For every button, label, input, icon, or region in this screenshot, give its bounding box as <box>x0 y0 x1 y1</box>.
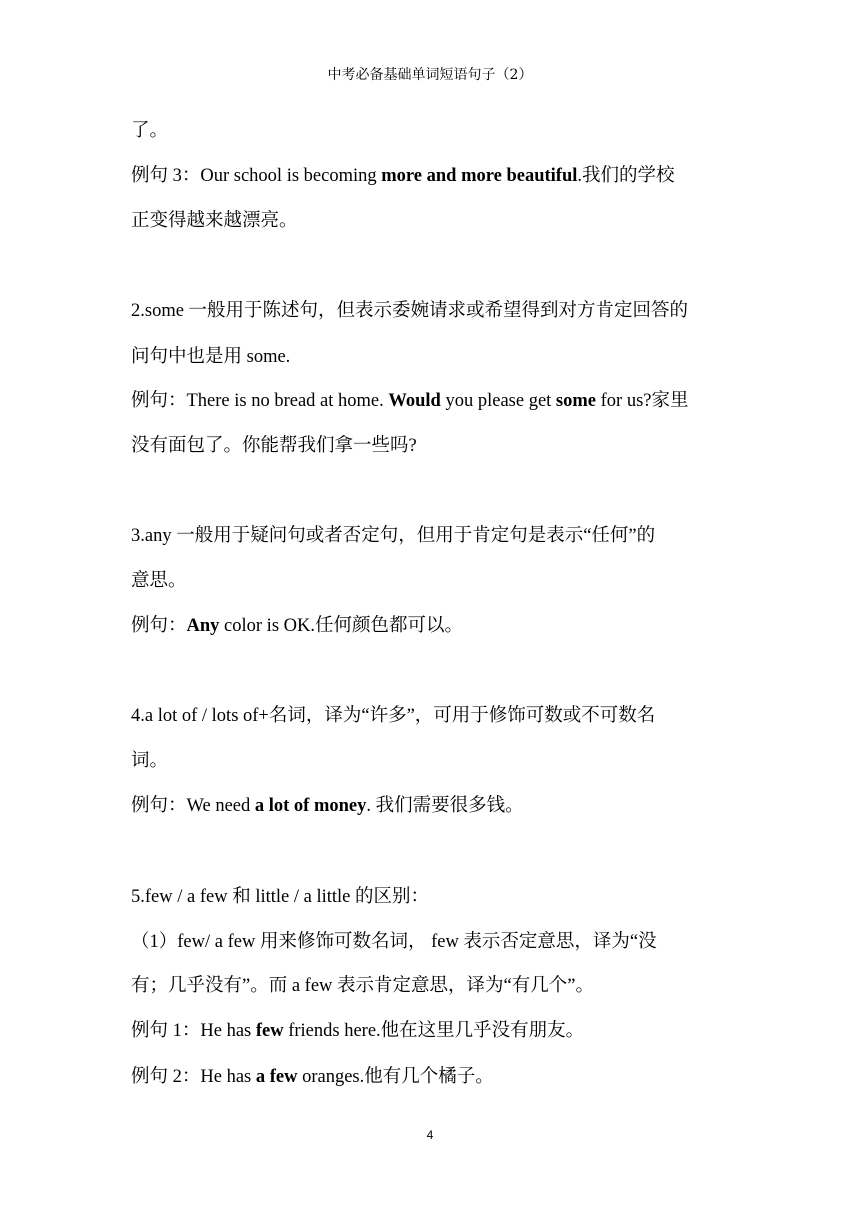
text-line: 问句中也是用 some. <box>131 347 291 367</box>
example-sentence: 例句 1：He has few friends here.他在这里几乎没有朋友。 <box>131 1021 585 1041</box>
text-line: 意思。 <box>131 571 187 591</box>
rule-heading: 2.some 一般用于陈述句，但表示委婉请求或希望得到对方肯定回答的 <box>131 301 689 321</box>
example-sentence: 例句 2：He has a few oranges.他有几个橘子。 <box>131 1067 494 1087</box>
text-line: （1）few/ a few 用来修饰可数名词， few 表示否定意思，译为“没 <box>131 932 657 952</box>
page-number: 4 <box>426 1128 434 1142</box>
text-line: 没有面包了。你能帮我们拿一些吗? <box>131 436 417 456</box>
text-line: 有；几乎没有”。而 a few 表示肯定意思，译为“有几个”。 <box>131 976 594 996</box>
text-line: 正变得越来越漂亮。 <box>131 211 298 231</box>
rule-heading: 3.any 一般用于疑问句或者否定句，但用于肯定句是表示“任何”的 <box>131 526 656 546</box>
example-sentence: 例句：We need a lot of money. 我们需要很多钱。 <box>131 796 524 816</box>
example-sentence: 例句：There is no bread at home. Would you please get some for us?家里 <box>131 391 689 411</box>
rule-heading: 4.a lot of / lots of+名词，译为“许多”，可用于修饰可数或不可数名 <box>131 706 656 726</box>
page-header: 中考必备基础单词短语句子（2） <box>327 67 533 83</box>
example-sentence: 例句 3：Our school is becoming more and more beautiful.我们的学校 <box>131 166 675 186</box>
rule-heading: 5.few / a few 和 little / a little 的区别： <box>131 887 429 907</box>
text-line: 了。 <box>131 121 169 141</box>
text-line: 词。 <box>131 751 169 771</box>
example-sentence: 例句：Any color is OK.任何颜色都可以。 <box>131 616 463 636</box>
